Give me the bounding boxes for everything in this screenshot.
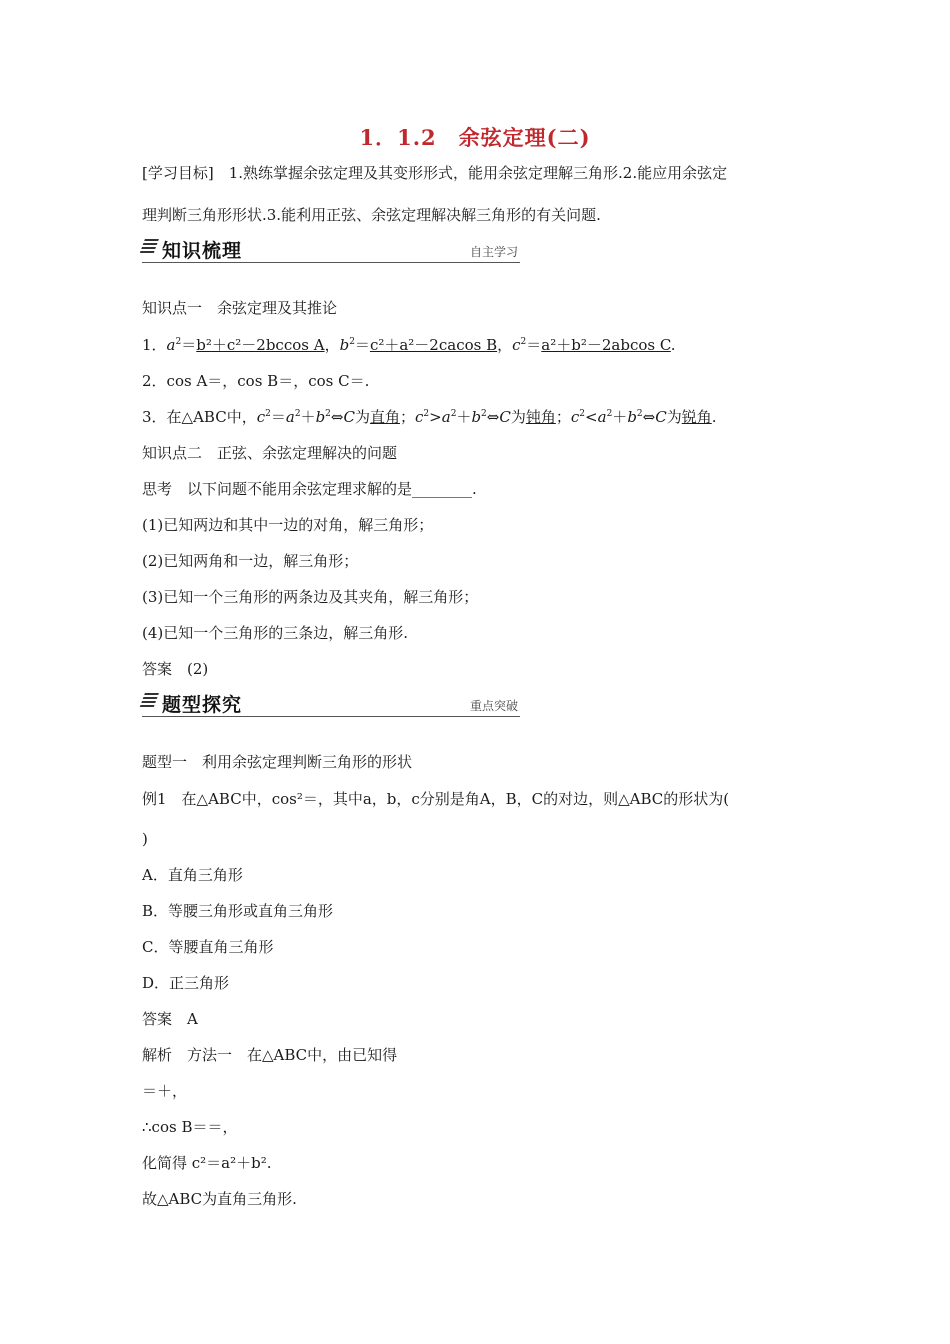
knowledge-point-2: 知识点二 正弦、余弦定理解决的问题 [142,444,398,462]
example-1-option-d: D．正三角形 [142,974,230,992]
analysis-step-4: 故△ABC为直角三角形. [142,1190,297,1208]
example-1-line-1: 例1 在△ABC中，cos²＝，其中a，b，c分别是角A，B，C的对边，则△ABC的形状为( [142,790,730,808]
analysis-step-1: ＝＋， [142,1082,188,1100]
objectives-line-2: 理判断三角形形状.3.能利用正弦、余弦定理解决解三角形的有关问题. [142,206,601,224]
item-prefix: 3．在△ABC中， [142,408,257,426]
question-type-1: 题型一 利用余弦定理判断三角形的形状 [142,753,413,771]
right-angle-answer: 直角 [369,408,400,426]
law-c-answer: a²＋b²－2abcos C [541,336,671,354]
analysis-step-3: 化简得 c²＝a²＋b². [142,1154,272,1172]
example-1-line-2: ) [142,830,148,848]
example-1-option-b: B．等腰三角形或直角三角形 [142,902,334,920]
triangle-shape-line: 3．在△ABC中，$c^2=a^2+b^2\Leftrightarrow C$为直角；$c^2>a^2+b^2\Leftrightarrow C$为钝角；$c^2<a^2+b^2\Leftrightarrow C$为锐角. [142,408,717,426]
think-question: 思考 以下问题不能用余弦定理求解的是________. [142,480,477,498]
law-of-cosines-line: 1．$a^2=b^2+c^2-2bccos$ A，$b^2=c^2+a^2-2cacos$ B，$c^2=a^2+b^2-2abcos$ C. [142,336,676,354]
example-1-analysis: 解析 方法一 在△ABC中，由已知得 [142,1046,398,1064]
item-number: 1． [142,336,167,354]
example-1-option-a: A．直角三角形 [142,866,243,884]
think-option-1: (1)已知两边和其中一边的对角，解三角形； [142,516,434,534]
think-option-4: (4)已知一个三角形的三条边，解三角形. [142,624,409,642]
section-title: 题型探究 [162,694,243,716]
cosine-corollary-line: 2．cos A＝，cos B＝，cos C＝. [142,372,370,390]
law-b-answer: c²＋a²－2cacos B [369,336,498,354]
section-title: 知识梳理 [162,240,243,262]
think-answer: 答案 (2) [142,660,209,678]
section-stripes-icon [139,239,159,255]
law-a-answer: b²＋c²－2bccos A [196,336,325,354]
section-stripes-icon [139,693,159,709]
section-tag: 自主学习 [469,245,518,259]
analysis-step-2: ∴cos B＝＝， [142,1118,238,1136]
objectives-line-1: [学习目标] 1.熟练掌握余弦定理及其变形形式，能用余弦定理解三角形.2.能应用余弦定 [142,164,728,182]
example-1-option-c: C．等腰直角三角形 [142,938,274,956]
think-option-2: (2)已知两角和一边，解三角形； [142,552,359,570]
section-tag: 重点突破 [469,699,518,713]
page-title: 1．1.2 余弦定理(二) [359,125,591,150]
example-1-answer: 答案 A [142,1010,198,1028]
acute-answer: 锐角 [681,408,712,426]
obtuse-answer: 钝角 [525,408,556,426]
knowledge-point-1: 知识点一 余弦定理及其推论 [142,299,338,317]
section-header-question-types [142,690,520,717]
section-header-knowledge [142,236,520,263]
think-option-3: (3)已知一个三角形的两条边及其夹角，解三角形； [142,588,479,606]
